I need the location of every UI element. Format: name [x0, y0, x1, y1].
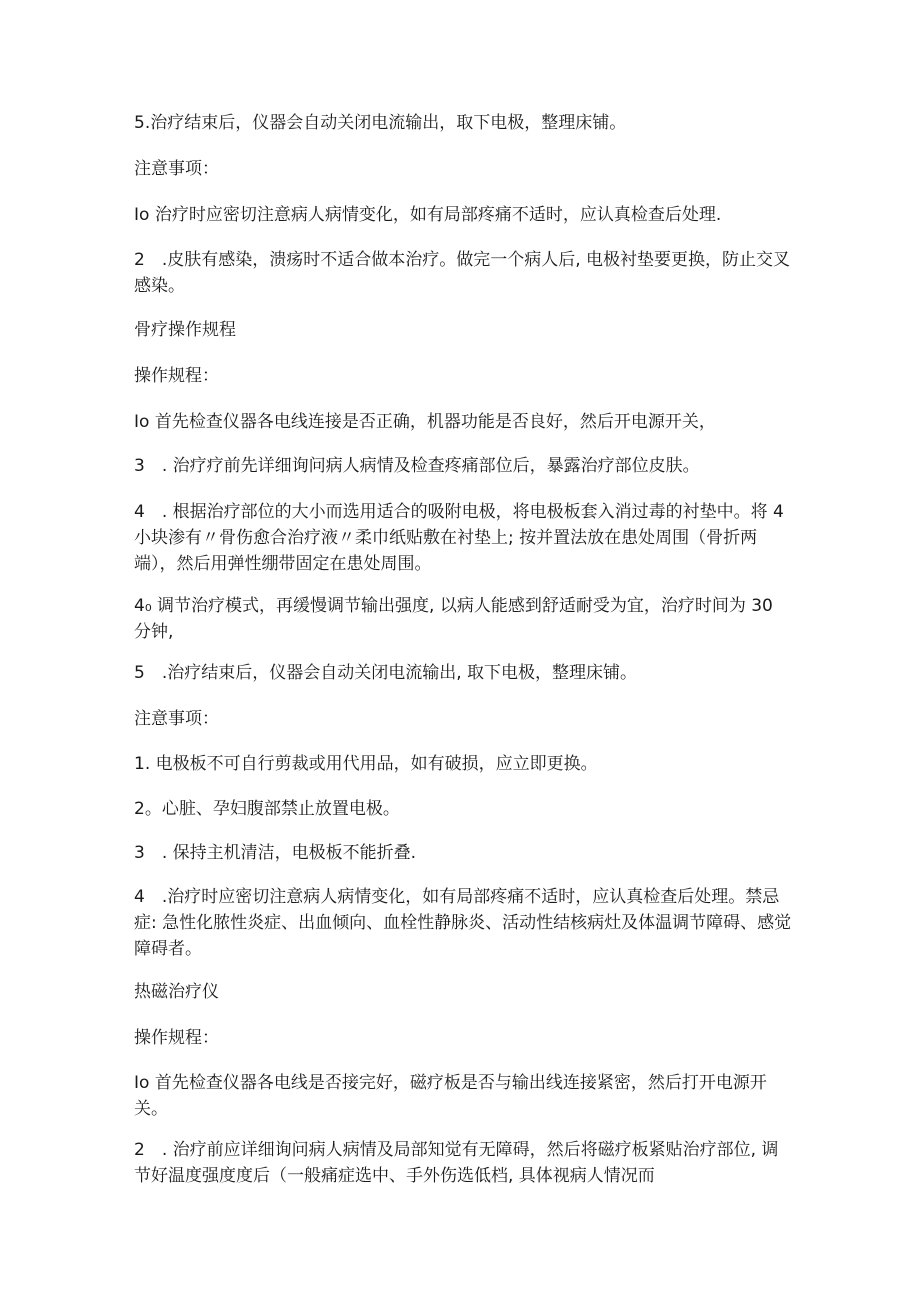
heading-precautions: 注意事项：: [134, 159, 219, 179]
paragraph-precaution-2: 2 .皮肤有感染，溃疡时不适合做本治疗。做完一个病人后, 电极衬垫要更换，防止交叉感染。: [134, 250, 791, 296]
paragraph-note-2: 2。心脏、孕妇腹部禁止放置电极。: [134, 799, 400, 819]
section-title-bone-therapy: 骨疗操作规程: [134, 320, 236, 340]
paragraph-procedure-5: 5 .治疗结束后，仪器会自动关闭电流输出, 取下电极，整理床铺。: [134, 663, 638, 683]
paragraph-note-4: 4 .治疗时应密切注意病人病情变化，如有局部疼痛不适时，应认真检查后处理。禁忌症: 急性化脓性炎症、出血倾向、血栓性静脉炎、活动性结核病灶及体温调节障碍、感觉障碍者。: [134, 887, 792, 959]
paragraph-thermo-step-1: Io 首先检查仪器各电线是否接完好，磁疗板是否与输出线连接紧密，然后打开电源开关。: [134, 1073, 767, 1119]
paragraph-procedure-4b: 4₀ 调节治疗模式，再缓慢调节输出强度, 以病人能感到舒适耐受为宜，治疗时间为 30 分钟,: [134, 596, 773, 642]
heading-operating-procedure: 操作规程：: [134, 366, 219, 386]
paragraph-precaution-1: Io 治疗时应密切注意病人病情变化，如有局部疼痛不适时，应认真检查后处理.: [134, 205, 722, 225]
heading-operating-procedure-2: 操作规程：: [134, 1028, 219, 1048]
paragraph-procedure-4: 4 . 根据治疗部位的大小而选用适合的吸附电极，将电极板套入消过毒的衬垫中。将 4 小块渗有〃骨伤愈合治疗液〃柔巾纸贴敷在衬垫上; 按并置法放在患处周围（骨折两端），然后用弹性绷带固定在患处周围。: [134, 502, 784, 574]
section-title-thermomagnetic: 热磁治疗仪: [134, 982, 219, 1002]
paragraph-thermo-step-2: 2 . 治疗前应详细询问病人病情及局部知觉有无障碍，然后将磁疗板紧贴治疗部位, 调节好温度强度度后（一般痛症选中、手外伤选低档, 具体视病人情况而: [134, 1140, 779, 1186]
paragraph-step5-end: 5.治疗结束后，仪器会自动关闭电流输出，取下电极，整理床铺。: [134, 113, 627, 133]
paragraph-note-3: 3 . 保持主机清洁，电极板不能折叠.: [134, 843, 417, 863]
paragraph-procedure-3: 3 . 治疗疗前先详细询问病人病情及检查疼痛部位后，暴露治疗部位皮肤。: [134, 456, 700, 476]
paragraph-note-1: 1. 电极板不可自行剪裁或用代用品，如有破损，应立即更换。: [134, 754, 598, 774]
heading-precautions-2: 注意事项：: [134, 709, 219, 729]
paragraph-procedure-1: Io 首先检查仪器各电线连接是否正确，机器功能是否良好，然后开电源开关，: [134, 412, 716, 432]
